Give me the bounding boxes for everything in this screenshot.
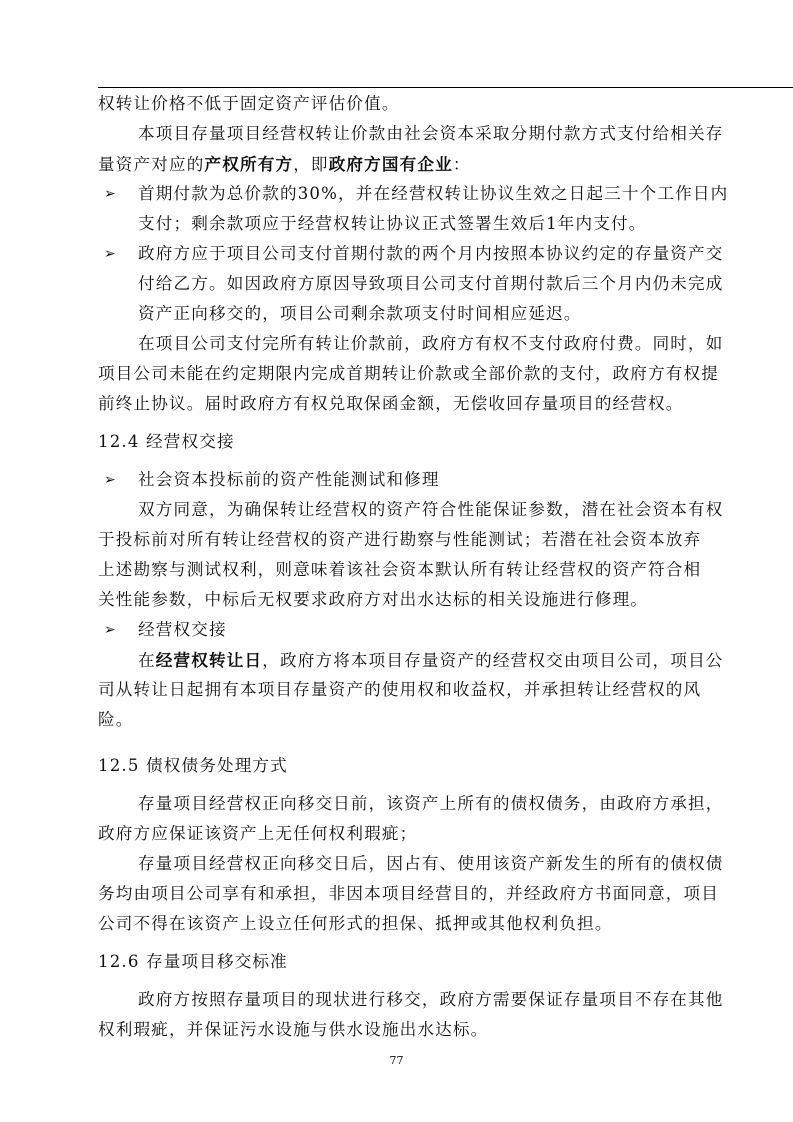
text-run: ，政府方将本项目存量资产的经营权交由项目公司，项目公	[262, 651, 724, 670]
bold-text: 经营权转让日	[155, 650, 263, 670]
bullet-item-line: 支付；剩余款项应于经营权转让协议正式签署生效后1年内支付。	[138, 214, 647, 233]
paragraph-line: 务均由项目公司享有和承担，非因本项目经营目的，并经政府方书面同意，项目	[98, 884, 720, 903]
bullet-arrow-icon: ➢	[104, 622, 116, 638]
text-run: ，即	[293, 155, 329, 174]
paragraph-line: 于投标前对所有转让经营权的资产进行勘察与性能测试；若潜在社会资本放弃	[98, 530, 702, 549]
paragraph-line: 关性能参数，中标后无权要求政府方对出水达标的相关设施进行修理。	[98, 590, 649, 609]
page-number: 77	[389, 1054, 404, 1067]
paragraph-line: 在项目公司支付完所有转让价款前，政府方有权不支付政府付费。同时，如	[138, 334, 724, 353]
paragraph-line: 双方同意，为确保转让经营权的资产符合性能保证参数，潜在社会资本有权	[138, 500, 724, 519]
bullet-item-line: 政府方应于项目公司支付首期付款的两个月内按照本协议约定的存量资产交	[138, 244, 724, 263]
paragraph-line	[98, 153, 471, 176]
paragraph-line: 前终止协议。届时政府方有权兑取保函金额，无偿收回存量项目的经营权。	[98, 394, 684, 413]
text-line: 权转让价格不低于固定资产评估价值。	[98, 94, 400, 113]
paragraph-line	[138, 649, 724, 672]
paragraph-line: 项目公司未能在约定期限内完成首期转让价款或全部价款的支付，政府方有权提	[98, 364, 720, 383]
text-run: 量资产对应的	[98, 155, 205, 174]
paragraph-line: 本项目存量项目经营权转让价款由社会资本采取分期付款方式支付给相关存	[138, 124, 724, 143]
bold-text: 政府方国有企业	[328, 154, 453, 174]
bullet-item-line: 首期付款为总价款的30%，并在经营权转让协议生效之日起三十个工作日内	[138, 184, 729, 203]
paragraph-line: 权利瑕疵，并保证污水设施与供水设施出水达标。	[98, 1020, 489, 1039]
bullet-item-line: 经营权交接	[138, 620, 227, 639]
bullet-item-line: 社会资本投标前的资产性能测试和修理	[138, 470, 440, 489]
bullet-arrow-icon: ➢	[104, 472, 116, 488]
bullet-item-line: 付给乙方。如因政府方原因导致项目公司支付首期付款后三个月内仍未完成	[138, 274, 724, 293]
paragraph-line: 存量项目经营权正向移交日后，因占有、使用该资产新发生的所有的债权债	[138, 854, 724, 873]
bullet-arrow-icon: ➢	[104, 186, 116, 202]
section-heading: 12.5 债权债务处理方式	[98, 756, 288, 775]
paragraph-line: 公司不得在该资产上设立任何形式的担保、抵押或其他权利负担。	[98, 914, 613, 933]
paragraph-line: 上述勘察与测试权利，则意味着该社会资本默认所有转让经营权的资产符合相	[98, 560, 702, 579]
text-run: 在	[138, 651, 156, 670]
section-heading: 12.4 经营权交接	[98, 432, 235, 451]
bold-text: 产权所有方	[204, 154, 294, 174]
header-rule	[98, 87, 793, 88]
paragraph-line: 政府方按照存量项目的现状进行移交，政府方需要保证存量项目不存在其他	[138, 990, 724, 1009]
paragraph-line: 险。	[98, 710, 134, 729]
paragraph-line: 政府方应保证该资产上无任何权利瑕疵；	[98, 824, 418, 843]
bullet-arrow-icon: ➢	[104, 246, 116, 262]
section-heading: 12.6 存量项目移交标准	[98, 952, 288, 971]
paragraph-line: 司从转让日起拥有本项目存量资产的使用权和收益权，并承担转让经营权的风	[98, 680, 702, 699]
bullet-item-line: 资产正向移交的，项目公司剩余款项支付时间相应延迟。	[138, 304, 582, 323]
paragraph-line: 存量项目经营权正向移交日前，该资产上所有的债权债务，由政府方承担，	[138, 794, 724, 813]
text-run: ：	[452, 155, 471, 174]
